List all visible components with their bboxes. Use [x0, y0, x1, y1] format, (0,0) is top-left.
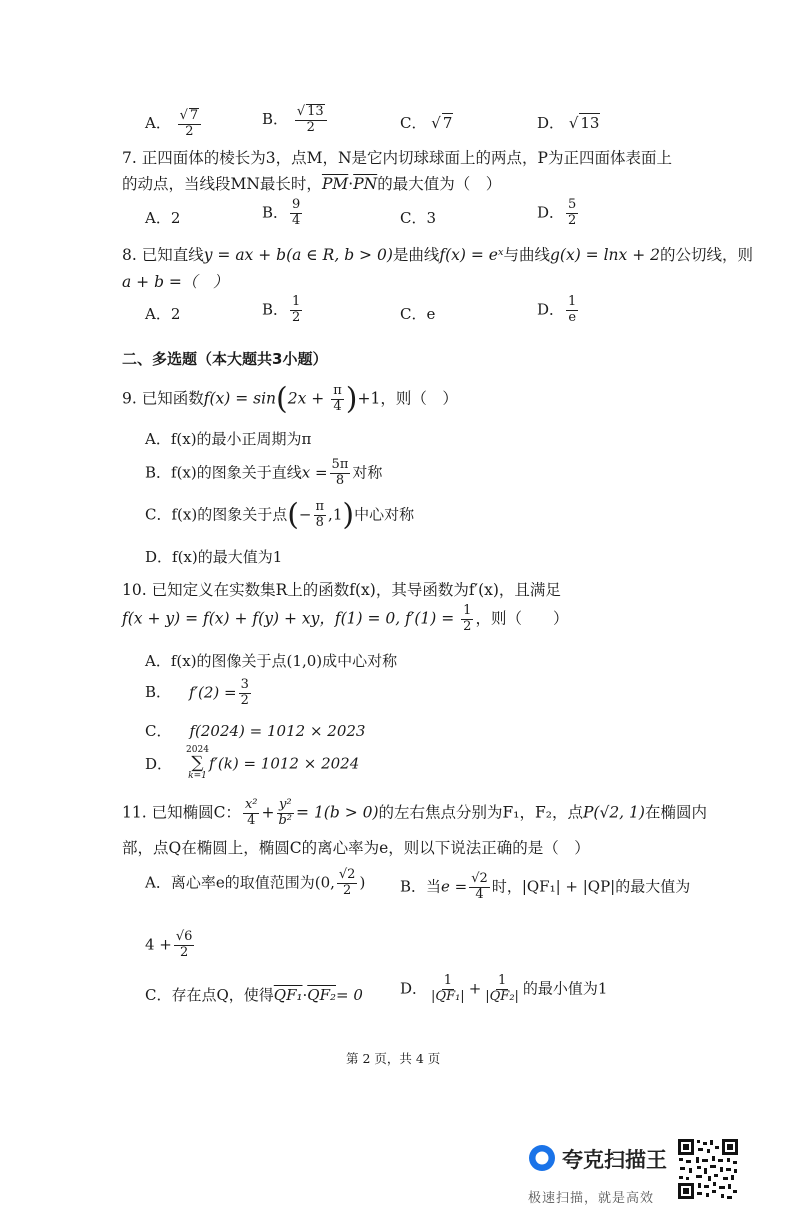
- q10-option-d: [145, 746, 359, 781]
- q11-d-label: D．: [400, 979, 428, 998]
- q10-option-b: [145, 678, 253, 709]
- q7-vec-pm: $\overline{PM}$: [321, 175, 349, 193]
- qr-code-icon: [677, 1138, 739, 1200]
- q6-c-val: 7: [442, 114, 453, 132]
- q9-fx: f(x) = sin: [203, 389, 277, 408]
- q11-d-frac1: $\frac{1}{\text{|QF₁|}}$: [431, 973, 465, 1004]
- q7-d-frac: $\frac{5}{2}$: [568, 197, 577, 228]
- q10-frac: $\frac{1}{2}$: [463, 603, 472, 634]
- q11-b-e: e =: [441, 877, 468, 896]
- quark-logo-icon: [527, 1143, 557, 1173]
- q7-d-label: D．: [537, 203, 565, 222]
- q11-option-b-answer: [145, 930, 196, 961]
- q9-c-one: ,1: [328, 505, 343, 524]
- q11-option-a: [145, 868, 365, 899]
- q11-d-b: 的最小值为1: [522, 979, 608, 998]
- q7-b-label: B．: [262, 203, 289, 222]
- q7-option-a: A．2: [145, 209, 181, 227]
- q7-line2-a: 的动点，当线段MN最长时，: [122, 175, 322, 193]
- q6-option-c: [400, 112, 453, 133]
- q9-option-a: A．f(x)的最小正周期为π: [145, 430, 312, 448]
- q9-option-c: [145, 497, 415, 533]
- q11-b-ans-a: 4 +: [145, 935, 172, 954]
- q11-a-b: ): [359, 873, 366, 892]
- q10-sum-bottom: k=1: [188, 771, 207, 781]
- q8-line1: [122, 243, 753, 265]
- q6-a-den: 2: [185, 123, 194, 139]
- paren-right-icon: ): [345, 381, 358, 417]
- q9-stem: [122, 381, 458, 417]
- q10-sum-top: 2024: [186, 745, 209, 755]
- q8-gx: g(x) = lnx + 2: [550, 246, 660, 264]
- summation-icon: ∑: [191, 753, 204, 773]
- q10-b-eq: f′(2) =: [189, 683, 237, 702]
- q10-option-a: A．f(x)的图像关于点(1,0)成中心对称: [145, 652, 398, 670]
- q11-y-frac: $\frac{\text{y²}}{\text{b²}}$: [278, 797, 293, 828]
- q6-option-a-frac: [178, 108, 202, 140]
- q11-c-b: = 0: [336, 986, 363, 1004]
- q8-option-b: [262, 295, 304, 326]
- q11-b-a: B．当: [400, 877, 442, 896]
- sqrt-icon: [569, 114, 579, 132]
- q11-c-a: C．存在点Q，使得: [145, 986, 274, 1004]
- q6-a-num: 7: [189, 108, 199, 123]
- q11-dot: ·: [302, 986, 308, 1004]
- q8-l1a: 8. 已知直线: [122, 246, 204, 264]
- q9-b-x: x =: [301, 463, 328, 482]
- q9-b-b: 对称: [352, 463, 383, 482]
- q6-option-b: [262, 104, 329, 136]
- q11-l1c: 在椭圆内: [644, 803, 707, 822]
- q6-b-den: 2: [306, 119, 315, 135]
- q9-c-a: C．f(x)的图象关于点: [145, 505, 288, 524]
- q7-dot: ·: [348, 175, 354, 193]
- q7-option-c: C．3: [400, 209, 437, 227]
- q11-b-b: 时，|QF₁| + |QP|的最大值为: [491, 877, 691, 896]
- q10-line2-b: ，则（ ）: [475, 609, 569, 628]
- q9-c-b: 中心对称: [354, 505, 415, 524]
- q11-l1a: 11. 已知椭圆C：: [122, 803, 241, 822]
- q11-x-frac: $\frac{\text{x²}}{4}$: [244, 797, 258, 828]
- q11-l1b: 的左右焦点分别为F₁，F₂，点: [378, 803, 583, 822]
- q6-d-val: 13: [580, 114, 600, 132]
- q10-sum: [186, 746, 209, 781]
- q6-options: [145, 108, 203, 140]
- q10-b-frac: $\frac{3}{2}$: [240, 677, 249, 708]
- q6-option-a-label: A．: [145, 113, 171, 132]
- q11-option-c: [145, 984, 363, 1005]
- q8-line2: a + b =（ ）: [122, 273, 229, 291]
- q11-option-b: [400, 872, 690, 903]
- q9-option-d: D．f(x)的最大值为1: [145, 548, 283, 566]
- q8-option-a: A．2: [145, 305, 181, 323]
- q11-d-frac2: $\frac{1}{\text{|QF₂|}}$: [485, 973, 519, 1004]
- q11-plus: +: [261, 803, 275, 822]
- sqrt-icon: [431, 114, 441, 132]
- q9-c-neg: −: [298, 505, 312, 524]
- q11-point-p: P(√2, 1): [582, 803, 645, 822]
- paren-left-icon: (: [276, 381, 288, 417]
- paren-left-icon: (: [287, 497, 299, 533]
- q9-option-b: [145, 458, 382, 489]
- q9-inner: 2x +: [287, 389, 330, 408]
- q8-l1c: 与曲线: [503, 246, 550, 264]
- q7-line2: [122, 172, 501, 194]
- q11-a-frac: $\frac{√2}{2}$: [338, 867, 356, 898]
- q10-c-eq: f(2024) = 1012 × 2023: [189, 722, 366, 740]
- q10-line1: 10. 已知定义在实数集R上的函数f(x)，其导函数为f′(x)，且满足: [122, 581, 561, 599]
- q8-fx: f(x) = eˣ: [439, 246, 504, 264]
- q8-d-frac: $\frac{1}{e}$: [568, 294, 577, 325]
- q10-option-c: [145, 720, 365, 741]
- brand-name: 夸克扫描王: [562, 1148, 667, 1172]
- q6-option-c-label: C．: [400, 114, 427, 132]
- page-number: 第 2 页，共 4 页: [346, 1051, 441, 1066]
- q10-line2-eq: f(x + y) = f(x) + f(y) + xy，f(1) = 0, f′(1) =: [122, 609, 460, 628]
- q7-b-frac: $\frac{9}{4}$: [292, 197, 301, 228]
- q7-option-b: [262, 198, 304, 229]
- q11-vec-qf1: QF₁: [273, 986, 303, 1004]
- q8-l1b: 是曲线: [392, 246, 440, 264]
- q6-option-d-label: D．: [537, 114, 565, 132]
- q11-vec-qf2: QF₂: [307, 986, 336, 1004]
- q10-d-eq: f′(k) = 1012 × 2024: [208, 754, 360, 773]
- q8-b-frac: $\frac{1}{2}$: [292, 294, 301, 325]
- q11-line2: 部，点Q在椭圆上，椭圆C的离心率为e，则以下说法正确的是（ ）: [122, 839, 590, 857]
- brand-slogan: 极速扫描，就是高效: [528, 1191, 655, 1206]
- q10-c-label: C．: [145, 722, 172, 740]
- q8-line-eq: y = ax + b(a ∈ R, b > 0): [203, 246, 393, 264]
- q7-line1: 7. 正四面体的棱长为3，点M，N是它内切球球面上的两点，P为正四面体表面上: [122, 149, 672, 167]
- q11-b-frac: $\frac{√2}{4}$: [471, 871, 488, 902]
- q9-b-frac: $\frac{5\pi}{8}$: [331, 457, 349, 488]
- q6-option-d: [537, 112, 600, 133]
- q11-d-plus: +: [468, 979, 482, 998]
- q9-c-frac: $\frac{\pi}{8}$: [315, 499, 325, 530]
- q8-option-d: [537, 295, 580, 326]
- q7-vec-pn: $\overline{PN}$: [353, 175, 378, 193]
- q10-b-label: B．: [145, 683, 172, 702]
- q6-option-b-label: B．: [262, 109, 289, 128]
- q11-eq: = 1(b > 0): [296, 803, 379, 822]
- paren-right-icon: ): [342, 497, 355, 533]
- q9-b-a: B．f(x)的图象关于直线: [145, 463, 302, 482]
- q6-b-num: 13: [307, 104, 324, 119]
- q7-line2-b: 的最大值为（ ）: [377, 175, 502, 193]
- q8-b-label: B．: [262, 300, 289, 319]
- q6-option-b-frac: [295, 104, 327, 136]
- q9-stem-a: 9. 已知函数: [122, 389, 204, 408]
- q10-line2: [122, 604, 568, 635]
- q8-l1d: 的公切线，则: [659, 246, 753, 264]
- q7-option-d: [537, 198, 580, 229]
- q11-b-ans-frac: $\frac{√6}{2}$: [175, 929, 193, 960]
- q10-d-label: D．: [145, 755, 173, 773]
- q11-option-d: [400, 974, 607, 1005]
- q9-stem-b: +1，则（ ）: [357, 389, 458, 408]
- q8-option-c: C．e: [400, 305, 436, 323]
- q9-frac: $\frac{\pi}{4}$: [333, 383, 342, 414]
- section-heading-multiple-choice: 二、多选题（本大题共3小题）: [122, 350, 328, 368]
- q8-d-label: D．: [537, 300, 565, 319]
- q11-a-a: A．离心率e的取值范围为(0,: [145, 873, 335, 892]
- q11-line1: [122, 798, 707, 829]
